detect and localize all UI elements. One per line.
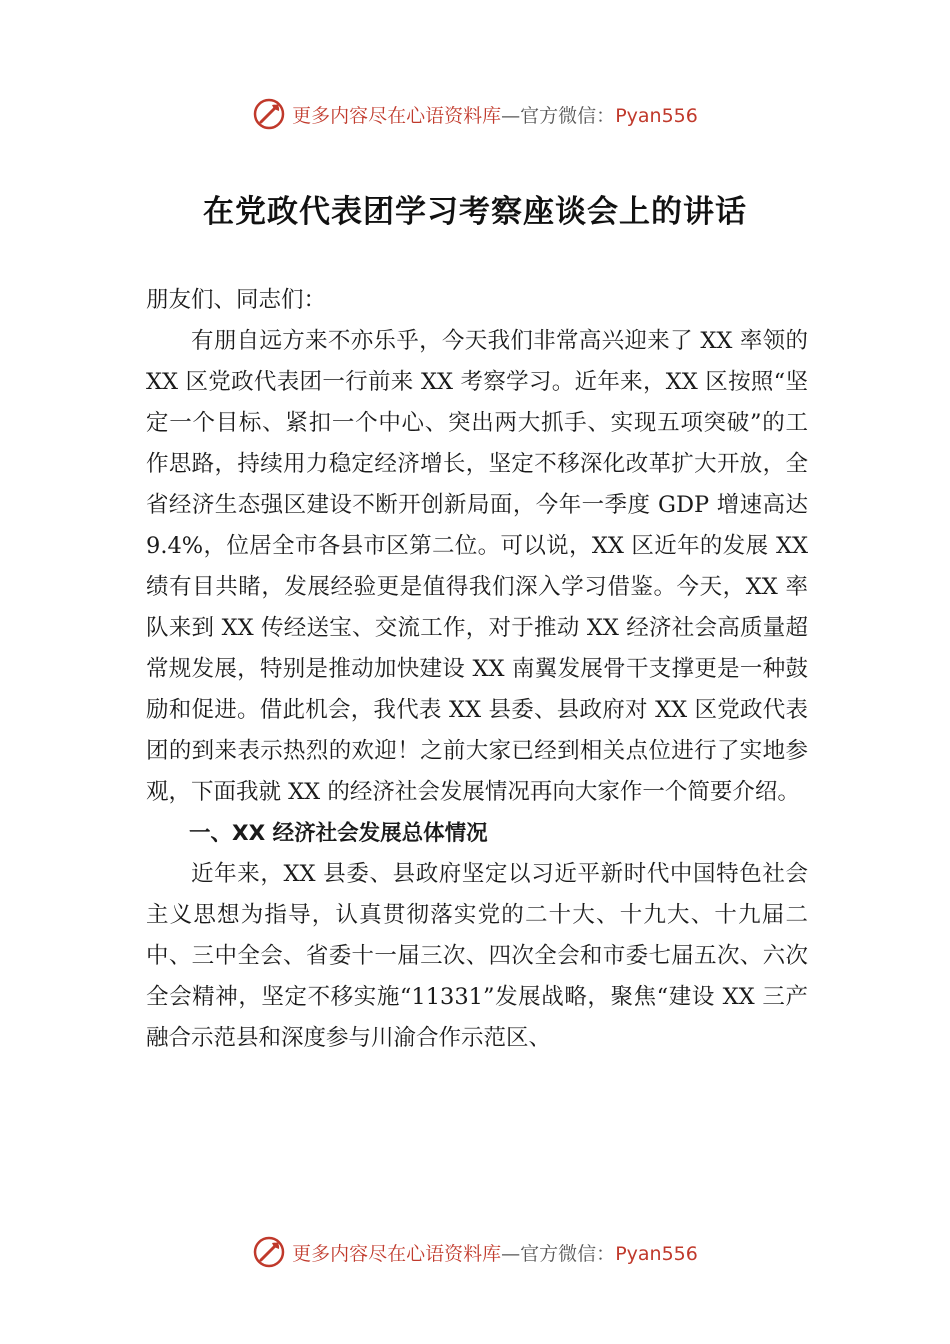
watermark-wechat-id: Pyan556	[615, 1242, 698, 1265]
salutation: 朋友们、同志们：	[146, 287, 327, 313]
paragraph-intro: 有朋自远方来不亦乐乎，今天我们非常高兴迎来了 XX 率领的 XX 区党政代表团一行前来 XX 考察学习。近年来，XX 区按照“坚定一个目标、紧扣一个中心、突出两大抓手、实现五项突破”的工作思路，持续用力稳定经济增长，坚定不移深化改革扩大开放，全省经济生态强区建设不断开创新局面，今年一季度 GDP 增速高达 9.4%，位居全市各县市区第二位。可以说，XX 区近年的发展 XX 绩有目共睹，发展经验更是值得我们深入学习借鉴。今天，XX 率队来到 XX 传经送宝、交流工作，对于推动 XX 经济社会高质量超常规发展，特别是推动加快建设 XX 南翼发展骨干支撑更是一种鼓励和促进。借此机会，我代表 XX 县委、县政府对 XX 区党政代表团的到来表示热烈的欢迎！之前大家已经到相关点位进行了实地参观，下面我就 XX 的经济社会发展情况再向大家作一个简要介绍。	[146, 328, 808, 805]
watermark-main: 更多内容尽在心语资料库	[292, 1242, 502, 1265]
watermark-text	[292, 101, 698, 128]
watermark-banner-bottom	[0, 1232, 950, 1272]
watermark-main: 更多内容尽在心语资料库	[292, 104, 502, 127]
quill-pen-circle-icon	[252, 97, 286, 131]
watermark-dash: —	[501, 1242, 521, 1265]
watermark-text	[292, 1239, 698, 1266]
paragraph-overview: 近年来，XX 县委、县政府坚定以习近平新时代中国特色社会主义思想为指导，认真贯彻落实党的二十大、十九大、十九届二中、三中全会、省委十一届三次、四次全会和市委七届五次、六次全会精神，坚定不移实施“11331”发展战略，聚焦“建设 XX 三产融合示范县和深度参与川渝合作示范区、	[146, 861, 808, 1051]
watermark-wechat-id: Pyan556	[615, 104, 698, 127]
quill-pen-circle-icon	[252, 1235, 286, 1269]
document-title: 在党政代表团学习考察座谈会上的讲话	[203, 194, 747, 230]
section-heading: 一、XX 经济社会发展总体情况	[189, 821, 488, 846]
watermark-banner-top	[0, 94, 950, 134]
watermark-dash: —	[501, 104, 521, 127]
watermark-wechat-label: 官方微信：	[520, 104, 616, 127]
watermark-wechat-label: 官方微信：	[520, 1242, 616, 1265]
document-body	[146, 280, 808, 1059]
